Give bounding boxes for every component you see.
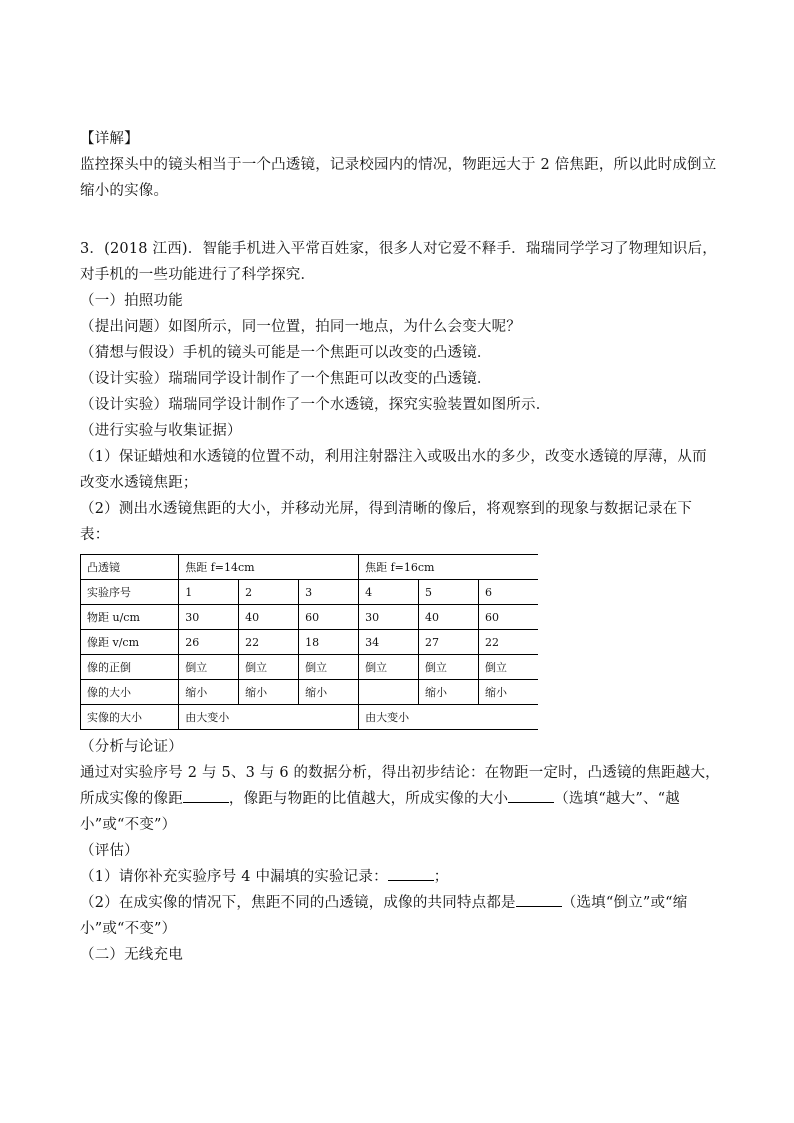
table-cell: 倒立 [419,655,479,680]
table-cell: 3 [299,580,359,605]
section-wireless: （二）无线充电 [80,947,183,963]
table-cell: 由大变小 [179,705,359,730]
analysis-paragraph [80,760,720,838]
row-label: 物距 u/cm [81,605,179,630]
table-cell: 40 [419,605,479,630]
data-table [80,554,538,730]
analysis-text-1: 通过对实验序号 2 与 5、3 与 6 的数据分析，得出初步结论：在物距一定时，凸透镜的焦距越大，所成实像的像距 [80,765,720,807]
table-cell: 缩小 [419,680,479,705]
question-intro: 3．(2018 江西)．智能手机进入平常百姓家，很多人对它爱不释手．瑞瑞同学学习了物理知识后，对手机的一些功能进行了科学探究． [80,241,717,283]
detail-heading: 【详解】 [80,131,139,147]
table-footer-row [81,705,539,730]
section-photo: （一）拍照功能 [80,293,183,309]
conduct-experiment: （进行实验与收集证据） [80,423,242,439]
row-label: 像的正倒 [81,655,179,680]
evaluate-1-text: （1）请你补充实验序号 4 中漏填的实验记录： [80,869,388,885]
hypothesis: （猜想与假设）手机的镜头可能是一个焦距可以改变的凸透镜． [80,345,492,361]
document-page [80,126,720,968]
table-row [81,605,539,630]
step-1: （1）保证蜡烛和水透镜的位置不动，利用注射器注入或吸出水的多少，改变水透镜的厚薄，从而改变水透镜焦距； [80,449,707,491]
evaluate-2 [80,890,720,942]
table-cell: 60 [299,605,359,630]
evaluate-1-end: ； [433,869,449,885]
table-cell: 60 [478,605,538,630]
table-cell: 26 [179,630,239,655]
table-cell: 30 [179,605,239,630]
table-header-row [81,555,539,580]
table-cell: 34 [359,630,419,655]
evaluate-title: （评估） [80,843,139,859]
table-row [81,630,539,655]
table-header-focal-2: 焦距 f=16cm [359,555,538,580]
table-cell: 6 [478,580,538,605]
table-cell: 倒立 [179,655,239,680]
design-experiment-2: （设计实验）瑞瑞同学设计制作了一个水透镜，探究实验装置如图所示． [80,397,551,413]
table-cell: 缩小 [239,680,299,705]
answer-blank[interactable] [388,866,434,881]
table-cell: 倒立 [478,655,538,680]
table-cell: 倒立 [299,655,359,680]
analysis-title: （分析与论证） [80,739,183,755]
raise-question: （提出问题）如图所示，同一位置，拍同一地点，为什么会变大呢？ [80,319,521,335]
table-cell: 由大变小 [359,705,538,730]
spacer [80,204,720,236]
table-cell: 22 [478,630,538,655]
design-experiment-1: （设计实验）瑞瑞同学设计制作了一个焦距可以改变的凸透镜． [80,371,492,387]
row-label: 像距 v/cm [81,630,179,655]
table-cell: 缩小 [179,680,239,705]
table-cell: 40 [239,605,299,630]
table-header-focal-1: 焦距 f=14cm [179,555,359,580]
table-cell: 缩小 [299,680,359,705]
table-cell: 倒立 [359,655,419,680]
table-row [81,680,539,705]
answer-blank[interactable] [183,788,229,803]
table-cell-empty [359,680,419,705]
row-label: 像的大小 [81,680,179,705]
row-label: 实验序号 [81,580,179,605]
table-cell: 5 [419,580,479,605]
answer-blank[interactable] [508,788,554,803]
table-row [81,655,539,680]
table-cell: 27 [419,630,479,655]
detail-paragraph: 监控探头中的镜头相当于一个凸透镜，记录校园内的情况，物距远大于 2 倍焦距，所以此时成倒立缩小的实像。 [80,157,717,199]
table-cell: 倒立 [239,655,299,680]
answer-blank[interactable] [516,892,562,907]
analysis-text-2: ，像距与物距的比值越大，所成实像的大小 [228,791,509,807]
table-header-label: 凸透镜 [81,555,179,580]
table-cell: 1 [179,580,239,605]
table-cell: 4 [359,580,419,605]
table-cell: 22 [239,630,299,655]
evaluate-2-end: （选填“倒立”或“缩小”或“不变”） [80,895,688,937]
step-2: （2）测出水透镜焦距的大小，并移动光屏，得到清晰的像后，将观察到的现象与数据记录在下表： [80,501,693,543]
analysis-text-3: （选填“越大”、“越小”或“不变”） [80,791,680,833]
row-label: 实像的大小 [81,705,179,730]
evaluate-1 [80,864,720,890]
table-row [81,580,539,605]
table-cell: 30 [359,605,419,630]
table-cell: 缩小 [478,680,538,705]
table-cell: 2 [239,580,299,605]
evaluate-2-text: （2）在成实像的情况下，焦距不同的凸透镜，成像的共同特点都是 [80,895,516,911]
table-cell: 18 [299,630,359,655]
